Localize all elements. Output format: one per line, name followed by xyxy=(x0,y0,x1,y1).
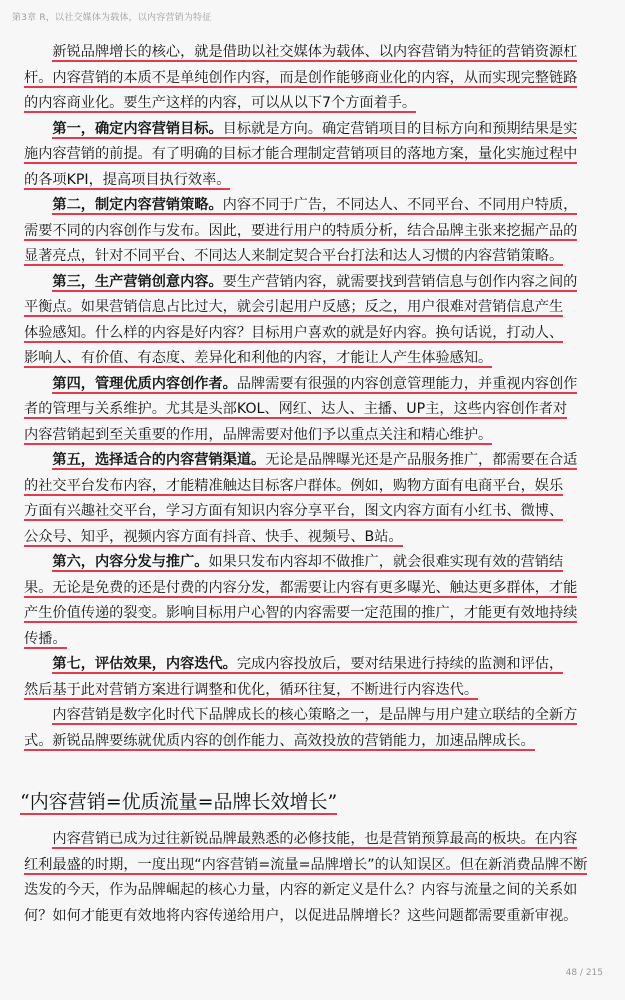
point-line: 公众号、知乎，视频内容方面有抖音、快手、视频号、B站。 xyxy=(24,528,403,545)
point-line: 施内容营销的前提。有了明确的目标才能合理制定营销项目的落地方案，量化实施过程中 xyxy=(24,146,578,162)
conclusion-paragraph xyxy=(24,703,609,754)
point-6-paragraph xyxy=(24,550,609,652)
point-line: 的各项KPI，提高项目执行效率。 xyxy=(24,171,231,188)
point-line: 传播。 xyxy=(24,630,67,647)
section-line: 何？如何才能更有效地将内容传递给用户，以促进品牌增长？这些问题都需要重新审视。 xyxy=(24,907,578,924)
section-title: “内容营销=优质流量=品牌长效增长” xyxy=(20,791,338,813)
conclusion-line: 内容营销是数字化时代下品牌成长的核心策略之一，是品牌与用户建立联结的全新方 xyxy=(52,707,578,723)
point-1-paragraph xyxy=(24,117,609,194)
point-line: 内容不同于广告，不同达人、不同平台、不同用户特质， xyxy=(222,197,578,213)
page-number: 48 / 215 xyxy=(565,968,603,978)
point-line: 然后基于此对营销方案进行调整和优化，循环往复，不断进行内容迭代。 xyxy=(24,681,479,698)
point-2-paragraph xyxy=(24,193,609,270)
point-heading: 第一，确定内容营销目标。 xyxy=(52,120,223,137)
running-header: 第3章 R，以社交媒体为载体，以内容营销为特征 xyxy=(12,13,212,23)
point-heading: 第五，选择适合的内容营销渠道。 xyxy=(52,452,266,468)
point-line: 者的管理与关系维护。尤其是头部KOL、网红、达人、主播、UP主，这些内容创作者对 xyxy=(24,401,568,417)
point-line: 内容营销起到至关重要的作用，品牌需要对他们予以重点关注和精心维护。 xyxy=(24,426,493,443)
section-body xyxy=(24,827,609,929)
point-line: 目标就是方向。确定营销项目的目标方向和预期结果是实 xyxy=(222,120,578,137)
section-line: 迭发的今天，作为品牌崛起的核心力量，内容的新定义是什么？内容与流量之间的关系如 xyxy=(24,882,578,898)
point-3-paragraph xyxy=(24,270,609,372)
intro-line: 的内容商业化。要生产这样的内容，可以从以下7个方面着手。 xyxy=(24,95,417,111)
point-line: 平衡点。如果营销信息占比过大，就会引起用户反感；反之，用户很难对营销信息产生 xyxy=(24,299,564,315)
point-heading: 第六，内容分发与推广。 xyxy=(52,554,209,570)
point-heading: 第七，评估效果，内容迭代。 xyxy=(52,656,237,672)
point-line: 影响人、有价值、有态度、差异化和利他的内容，才能让人产生体验感知。 xyxy=(24,350,493,366)
point-heading: 第三，生产营销创意内容。 xyxy=(52,273,223,290)
intro-line: 新锐品牌增长的核心，就是借助以社交媒体为载体、以内容营销为特征的营销资源杠 xyxy=(52,44,578,60)
point-4-paragraph xyxy=(24,372,609,449)
conclusion-line: 式。新锐品牌要练就优质内容的创作能力、高效投放的营销能力，加速品牌成长。 xyxy=(24,732,535,749)
point-line: 显著亮点，针对不同平台、不同达人来制定契合平台打法和达人习惯的内容营销策略。 xyxy=(24,248,564,264)
intro-paragraph xyxy=(24,40,609,117)
point-line: 要生产营销内容，就需要找到营销信息与创作内容之间的 xyxy=(222,273,578,290)
point-line: 品牌需要有很强的内容创意管理能力，并重视内容创作 xyxy=(236,375,578,392)
point-5-paragraph xyxy=(24,448,609,550)
point-line: 无论是品牌曝光还是产品服务推广，都需要在合适 xyxy=(265,452,578,468)
point-heading: 第二，制定内容营销策略。 xyxy=(52,197,223,213)
section-line: 内容营销已成为过往新锐品牌最熟悉的必修技能，也是营销预算最高的板块。在内容 xyxy=(52,831,578,847)
section-paragraph xyxy=(24,827,609,929)
point-line: 体验感知。什么样的内容是好内容？目标用户喜欢的就是好内容。换句话说，打动人、 xyxy=(24,324,564,341)
intro-line: 杆。内容营销的本质不是单纯创作内容，而是创作能够商业化的内容，从而实现完整链路 xyxy=(24,69,578,86)
point-7-paragraph xyxy=(24,652,609,703)
point-line: 果。无论是免费的还是付费的内容分发，都需要让内容有更多曝光、触达更多群体，才能 xyxy=(24,579,578,596)
point-line: 方面有兴趣社交平台，学习方面有知识内容分享平台，图文内容方面有小红书、微博、 xyxy=(24,503,564,519)
main-body xyxy=(24,40,609,754)
point-line: 的社交平台发布内容，才能精准触达目标客户群体。例如，购物方面有电商平台，娱乐 xyxy=(24,477,564,494)
point-line: 需要不同的内容创作与发布。因此，要进行用户的特质分析，结合品牌主张来挖掘产品的 xyxy=(24,222,578,239)
point-line: 完成内容投放后，要对结果进行持续的监测和评估， xyxy=(236,656,564,672)
section-line: 红利最盛的时期，一度出现“内容营销=流量=品牌增长”的认知误区。但在新消费品牌不断 xyxy=(24,856,588,873)
point-heading: 第四，管理优质内容创作者。 xyxy=(52,375,237,392)
point-line: 如果只发布内容却不做推广，就会很难实现有效的营销结 xyxy=(208,554,564,570)
point-line: 产生价值传递的裂变。影响目标用户心智的内容需要一定范围的推广，才能更有效地持续 xyxy=(24,605,578,621)
